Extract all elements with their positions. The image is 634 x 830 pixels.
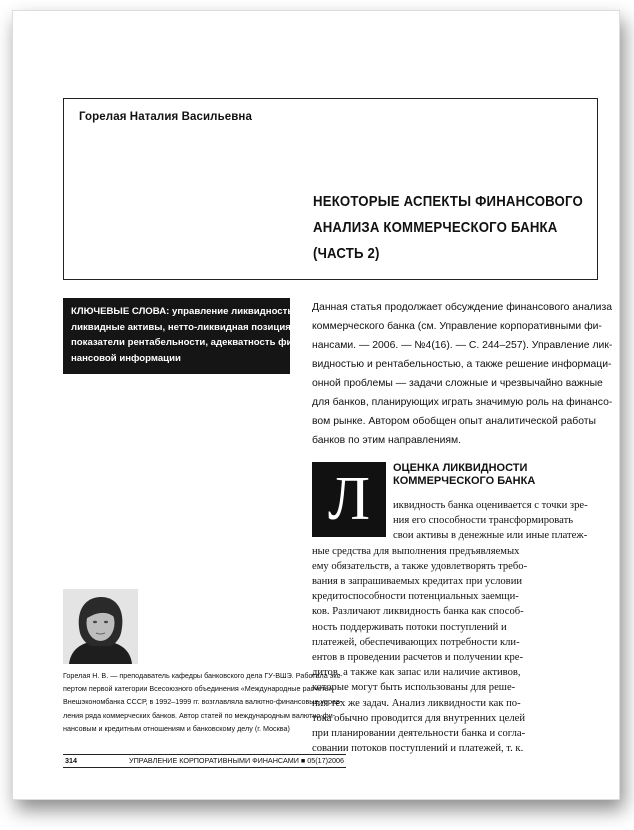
bio-line: нансовым и кредитным отношениям и банковскому делу (г. Москва) (63, 723, 290, 733)
body-line: тока обычно проводится для внутренних целей (312, 712, 526, 724)
page-number: 314 (65, 756, 77, 765)
author-photo (63, 589, 138, 664)
body-line: ния тех же задач. Анализ ликвидности как по- (312, 697, 521, 709)
bio-line: Внешэкономбанка СССР, в 1992–1999 гг. возглавляла валютно-финансовые управ- (63, 697, 343, 707)
section-heading-line: КОММЕРЧЕСКОГО БАНКА (393, 475, 536, 487)
keywords-line: КЛЮЧЕВЫЕ СЛОВА: управление ликвидностью, (71, 306, 305, 317)
title-line: НЕКОТОРЫЕ АСПЕКТЫ ФИНАНСОВОГО (313, 193, 583, 210)
page-footer (63, 754, 346, 768)
author-bio (63, 669, 348, 735)
abstract-line: для банков, планирующих играть значимую роль на финансо- (312, 397, 613, 408)
section-heading (393, 462, 535, 488)
keywords-line: нансовой информации (71, 352, 181, 364)
document-page (12, 10, 620, 800)
keywords-box (63, 298, 305, 374)
keywords-line: ликвидные активы, нетто-ликвидная позиция, (71, 321, 294, 333)
title-line: АНАЛИЗА КОММЕРЧЕСКОГО БАНКА (313, 219, 558, 236)
abstract-line: вом рынке. Автором обобщен опыт аналитической работы (312, 416, 596, 427)
abstract-line: видностью и рентабельностью, а также решение информаци- (312, 359, 612, 370)
body-line: платежей, обеспечивающих потребности кли- (312, 636, 520, 648)
keywords-line: показатели рентабельности, адекватность фи- (71, 337, 296, 348)
section-heading-line: ОЦЕНКА ЛИКВИДНОСТИ (393, 462, 528, 474)
drop-cap: Л (312, 462, 386, 537)
journal-title: УПРАВЛЕНИЕ КОРПОРАТИВНЫМИ ФИНАНСАМИ ■ 05(17)2006 (129, 756, 344, 765)
author-name: Горелая Наталия Васильевна (79, 111, 252, 123)
abstract-line: банков по этим направлениям. (312, 435, 462, 446)
abstract-line: онной проблемы — задачи сложные и чрезвычайно важные (312, 378, 603, 389)
header-box (63, 98, 598, 280)
body-line: иквидность банка оценивается с точки зре- (393, 500, 588, 511)
body-line: совании потоков поступлений и платежей, т. к. (312, 743, 524, 755)
abstract-line: коммерческого банка (см. Управление корпоративными фи- (312, 321, 602, 332)
body-line: свои активы в денежные или иные платеж- (393, 530, 588, 542)
body-line: ность поддерживать потоки поступлений и (312, 621, 507, 633)
bio-line: ления ряда коммерческих банков. Автор статей по международным валютно-фи- (63, 710, 336, 720)
body-line: вания в запрашиваемых кредитах при условии (312, 576, 523, 588)
body-line: ентов в проведении расчетов и получении кре- (312, 652, 524, 664)
body-line: ные средства для выполнения предъявляемых (312, 545, 520, 557)
bio-line: Горелая Н. В. — преподаватель кафедры банковского дела ГУ-ВШЭ. Работала экс- (63, 671, 343, 680)
body-line: которые могут быть использованы для реше- (312, 682, 516, 694)
body-line: дитов, а также как запас или наличие активов, (312, 667, 521, 679)
body-line: ему обязательств, а также удовлетворять требо- (312, 560, 528, 572)
body-line: кредитоспособности потенциальных заемщи- (312, 591, 519, 603)
body-line: при планировании деятельности банка и согла- (312, 728, 526, 740)
abstract-line: Данная статья продолжает обсуждение финансового анализа (312, 302, 613, 313)
body-line: ков. Различают ликвидность банка как способ- (312, 606, 524, 618)
body-line: ния его способности трансформировать (393, 515, 574, 527)
body-text (312, 498, 596, 756)
article-title (313, 189, 583, 267)
abstract (312, 298, 613, 450)
abstract-line: нансами. — 2006. — №4(16). — С. 244–257). Управление лик- (312, 340, 613, 351)
title-line: (ЧАСТЬ 2) (313, 245, 380, 262)
bio-line: пертом первой категории Всесоюзного объединения «Международные расчеты» (63, 684, 334, 694)
